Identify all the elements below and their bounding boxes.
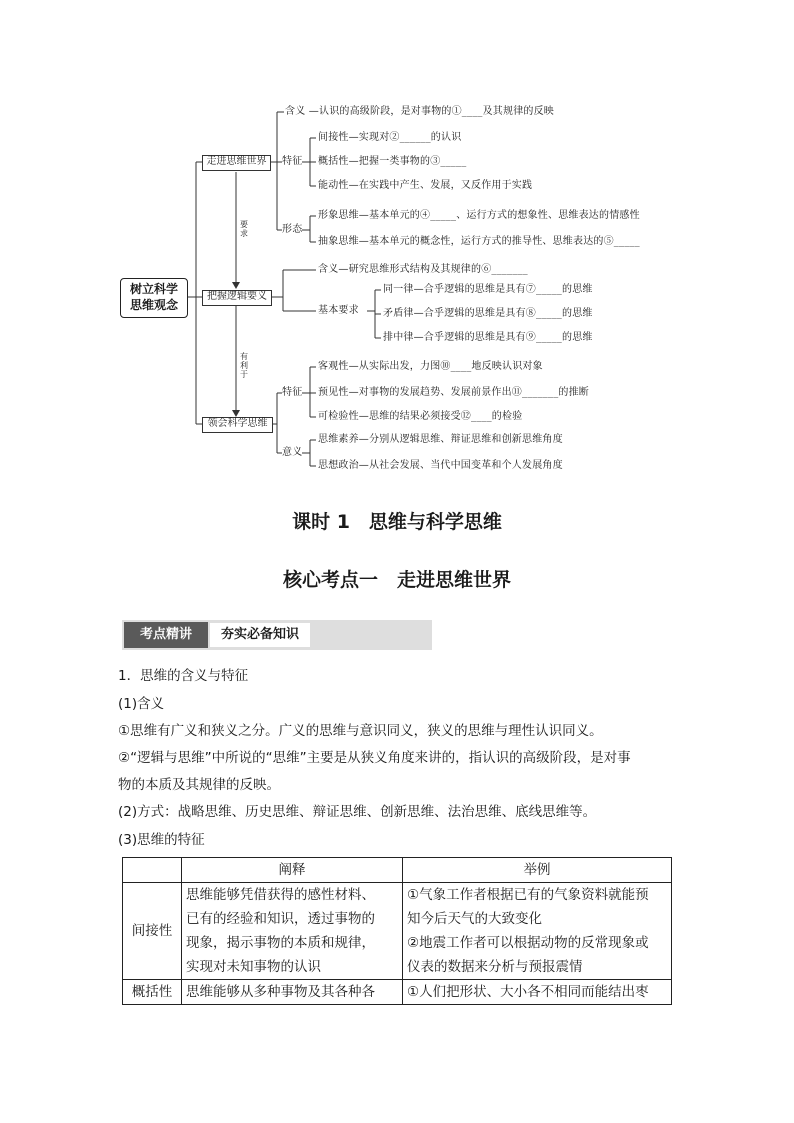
banner-left: 考点精讲: [124, 622, 208, 648]
b1-feature-1: 间接性—实现对②______的认识: [318, 132, 462, 143]
mindmap-connectors: [0, 0, 794, 500]
b1-meaning-tag: 含义 —认识的高级阶段，是对事物的①____及其规律的反映: [285, 106, 554, 117]
cell-line: 思维能够凭借获得的感性材料、: [186, 887, 375, 903]
b3-feature-1: 客观性—从实际出发，力图⑩____地反映认识对象: [318, 361, 543, 372]
b3-features-tag: 特征: [282, 387, 303, 398]
heading-1: 1．思维的含义与特征: [118, 668, 249, 684]
b3-meaning-1: 思维素养—分别从逻辑思维、辩证思维和创新思维角度: [318, 434, 563, 445]
row-name: 间接性: [123, 883, 182, 980]
b1-features-tag: 特征: [282, 156, 303, 167]
root-line-1: 树立科学: [129, 282, 178, 296]
table-header-row: [123, 858, 672, 883]
row-example: [403, 883, 672, 980]
b1-feature-2: 概括性—把握一类事物的③_____: [318, 156, 467, 167]
b2-req-2: 矛盾律—合乎逻辑的思维是具有⑧_____的思维: [383, 308, 593, 319]
branch-box-3: 领会科学思维: [202, 417, 273, 433]
heading-1a: (1)含义: [118, 696, 165, 712]
paragraph-2b: 物的本质及其规律的反映。: [118, 777, 280, 793]
b1-forms-tag: 形态: [282, 224, 303, 235]
features-table: [122, 857, 672, 1005]
row-name: 概括性: [123, 980, 182, 1005]
cell-line: 知今后天气的大致变化: [407, 911, 542, 927]
b3-meaning-2: 思想政治—从社会发展、当代中国变革和个人发展角度: [318, 460, 563, 471]
table-header-example: 举例: [403, 858, 672, 883]
branch-box-2: 把握逻辑要义: [202, 290, 272, 306]
b1-feature-3: 能动性—在实践中产生、发展，又反作用于实践: [318, 180, 533, 191]
row-explain: [182, 980, 403, 1005]
cell-line: ①人们把形状、大小各不相同而能结出枣: [407, 984, 649, 1000]
table-header-explain: 阐释: [182, 858, 403, 883]
root-line-2: 思维观念: [129, 298, 178, 312]
paragraph-2a: ②“逻辑与思维”中所说的“思维”主要是从狭义角度来讲的，指认识的高级阶段，是对事: [118, 750, 631, 766]
b1-form-2: 抽象思维—基本单元的概念性，运行方式的推导性、思维表达的⑤_____: [318, 236, 640, 247]
cell-line: 现象，揭示事物的本质和规律，: [186, 935, 375, 951]
table-header-empty: [123, 858, 182, 883]
cell-line: 实现对未知事物的认识: [186, 959, 321, 975]
b2-meaning: 含义—研究思维形式结构及其规律的⑥_______: [318, 264, 528, 275]
cell-line: 思维能够从多种事物及其各种各: [186, 984, 375, 1000]
paragraph-4: (3)思维的特征: [118, 832, 205, 848]
b2-req-3: 排中律—合乎逻辑的思维是具有⑨_____的思维: [383, 332, 593, 343]
mindmap-root: [120, 278, 188, 318]
b3-meaning-tag: 意义: [282, 447, 303, 458]
row-example: [403, 980, 672, 1005]
link-label-1: 要 求: [240, 220, 248, 238]
cell-line: 仪表的数据来分析与预报震情: [407, 959, 583, 975]
b3-feature-2: 预见性—对事物的发展趋势、发展前景作出⑪_______的推断: [318, 387, 589, 398]
branch-box-1: 走进思维世界: [202, 155, 271, 171]
section-banner: [122, 620, 432, 650]
b1-form-1: 形象思维—基本单元的④_____、运行方式的想象性、思维表达的情感性: [318, 210, 640, 221]
lesson-title: 课时 1 思维与科学思维: [292, 511, 502, 533]
cell-line: ①气象工作者根据已有的气象资料就能预: [407, 887, 649, 903]
b2-req-1: 同一律—合乎逻辑的思维是具有⑦_____的思维: [383, 284, 593, 295]
table-row: [123, 883, 672, 980]
cell-line: 已有的经验和知识，透过事物的: [186, 911, 375, 927]
paragraph-3: (2)方式：战略思维、历史思维、辩证思维、创新思维、法治思维、底线思维等。: [118, 804, 597, 820]
banner-right: 夯实必备知识: [210, 623, 310, 647]
paragraph-1: ①思维有广义和狭义之分。广义的思维与意识同义，狭义的思维与理性认识同义。: [118, 723, 603, 739]
row-explain: [182, 883, 403, 980]
b3-feature-3: 可检验性—思维的结果必须接受⑫____的检验: [318, 411, 523, 422]
cell-line: ②地震工作者可以根据动物的反常现象或: [407, 935, 649, 951]
core-title: 核心考点一 走进思维世界: [282, 569, 511, 591]
b2-req-tag: 基本要求: [318, 305, 359, 316]
table-row: [123, 980, 672, 1005]
link-label-2: 有 利 于: [240, 352, 248, 379]
